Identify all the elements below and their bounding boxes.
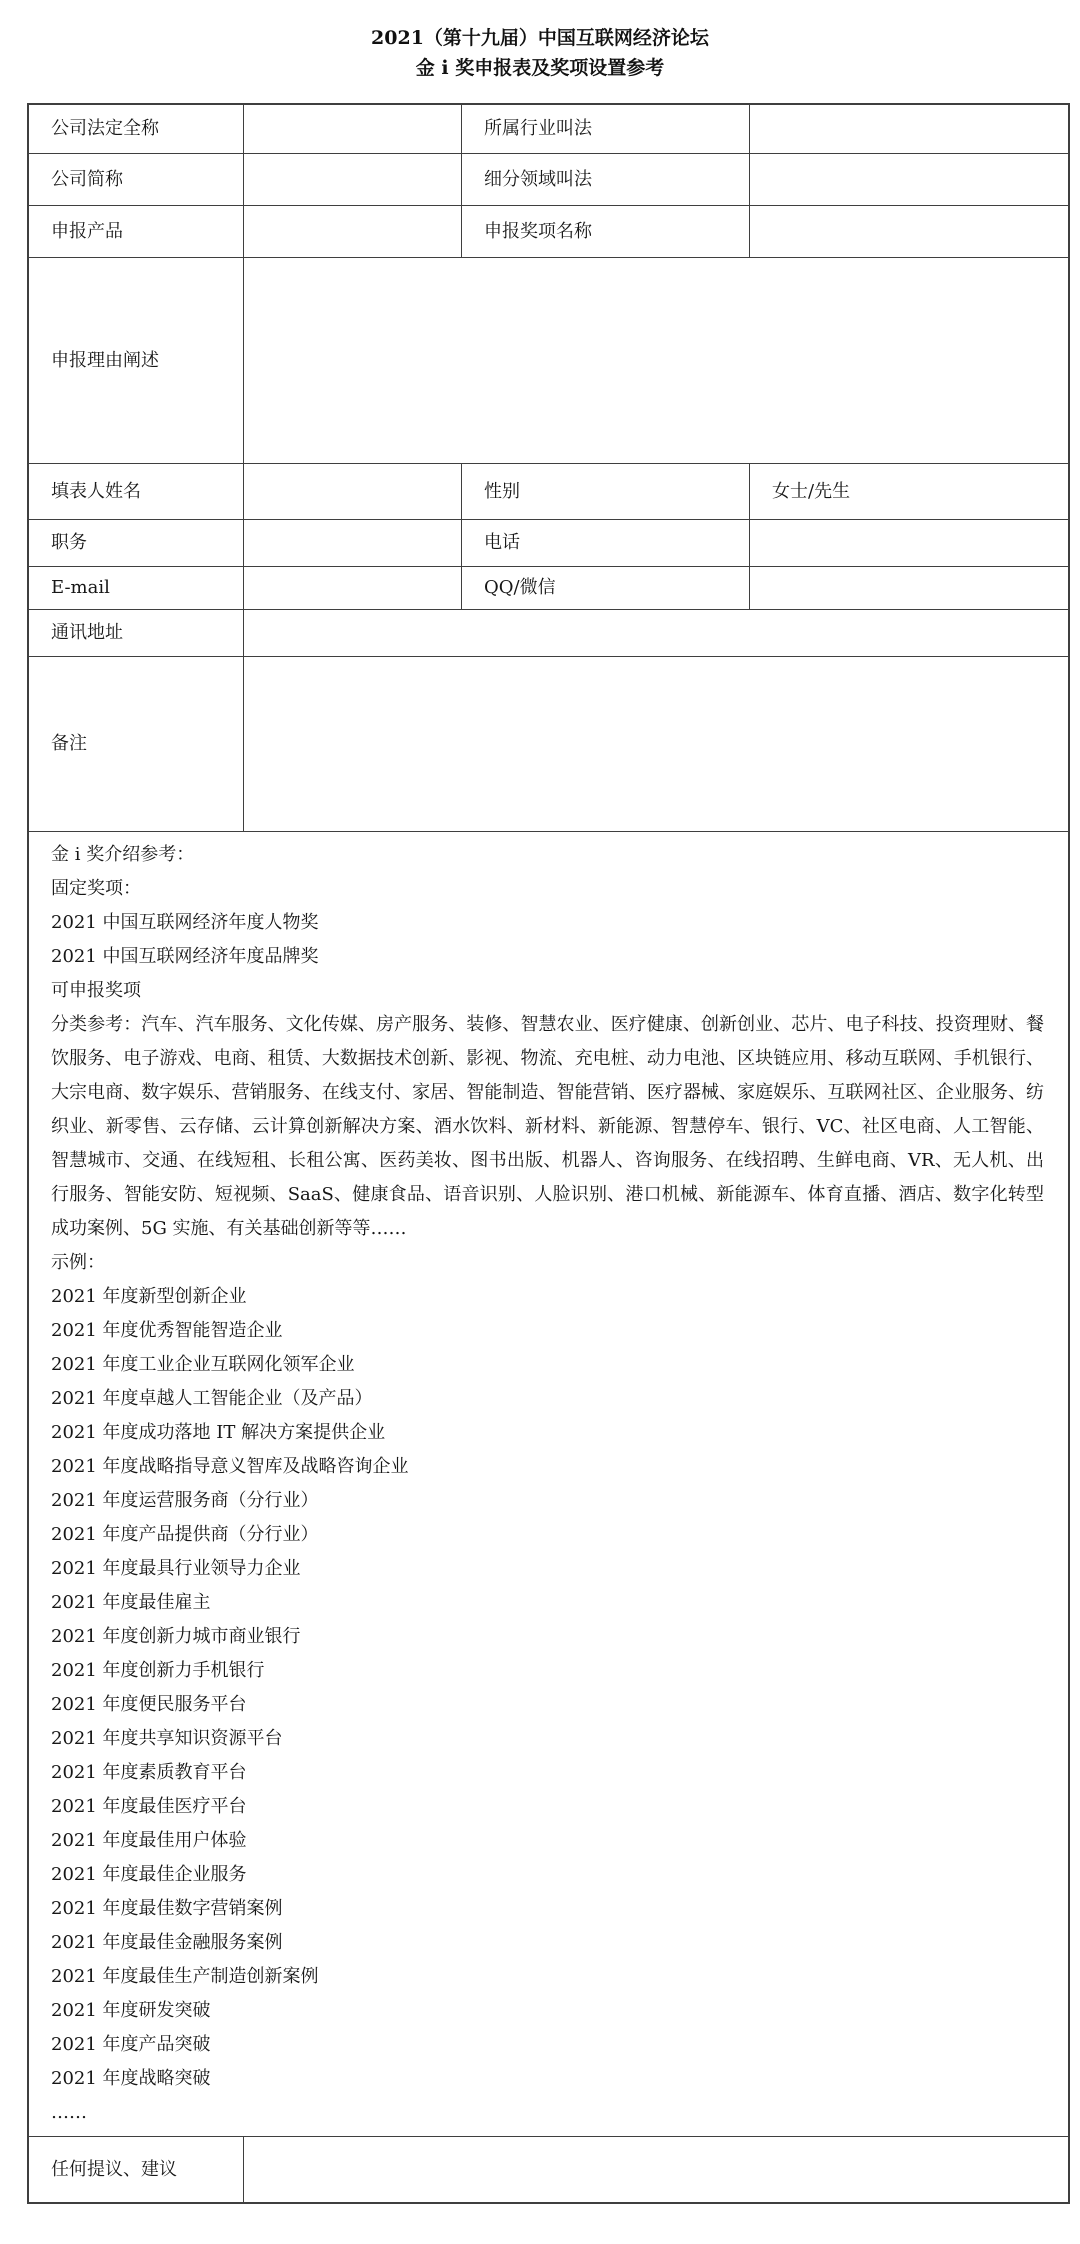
address-field[interactable] (244, 610, 1068, 656)
industry-field[interactable] (750, 105, 1068, 153)
example-award-item: 2021 年度最具行业领导力企业 (51, 1558, 301, 1579)
suggestion-label: 任何提议、建议 (29, 2137, 244, 2202)
table-row (29, 567, 1068, 610)
product-label: 申报产品 (29, 206, 244, 257)
remarks-field[interactable] (244, 657, 1068, 831)
address-label: 通讯地址 (29, 610, 244, 656)
suggestion-field[interactable] (244, 2137, 1068, 2202)
table-row (29, 520, 1068, 567)
example-award-item: 2021 年度产品突破 (51, 2034, 211, 2055)
example-award-item: 2021 年度战略指导意义智库及战略咨询企业 (51, 1456, 409, 1477)
award-name-label: 申报奖项名称 (462, 206, 750, 257)
declarable-awards-heading: 可申报奖项 (51, 980, 141, 1001)
qq-wechat-label: QQ/微信 (462, 567, 750, 609)
example-award-item: 2021 年度优秀智能智造企业 (51, 1320, 283, 1341)
example-award-item: 2021 年度最佳数字营销案例 (51, 1898, 283, 1919)
table-row (29, 105, 1068, 154)
application-form-table (27, 103, 1070, 2204)
gender-field[interactable]: 女士/先生 (772, 480, 851, 502)
subfield-label: 细分领域叫法 (462, 154, 750, 205)
example-award-item: 2021 年度运营服务商（分行业） (51, 1490, 319, 1511)
examples-heading: 示例： (51, 1252, 105, 1273)
reason-label: 申报理由阐述 (29, 258, 244, 463)
example-award-item: 2021 年度产品提供商（分行业） (51, 1524, 319, 1545)
email-field[interactable] (244, 567, 462, 609)
table-row (29, 657, 1068, 832)
example-award-item: 2021 年度研发突破 (51, 2000, 211, 2021)
document-header (0, 23, 1080, 83)
award-intro-section (29, 832, 1068, 2136)
reason-field[interactable] (244, 258, 1068, 463)
example-award-item: 2021 年度创新力城市商业银行 (51, 1626, 301, 1647)
gender-label: 性别 (462, 464, 750, 519)
example-award-item: 2021 年度便民服务平台 (51, 1694, 247, 1715)
example-award-item: 2021 年度最佳金融服务案例 (51, 1932, 283, 1953)
product-field[interactable] (244, 206, 462, 257)
applicant-name-label: 填表人姓名 (29, 464, 244, 519)
table-row (29, 206, 1068, 258)
applicant-name-field[interactable] (244, 464, 462, 519)
example-award-item: 2021 年度共享知识资源平台 (51, 1728, 283, 1749)
example-award-item: 2021 年度创新力手机银行 (51, 1660, 265, 1681)
industry-label: 所属行业叫法 (462, 105, 750, 153)
remarks-label: 备注 (29, 657, 244, 831)
example-award-item: 2021 年度最佳雇主 (51, 1592, 211, 1613)
fixed-awards-heading: 固定奖项： (51, 878, 141, 899)
table-row (29, 154, 1068, 206)
document-title: 2021（第十九届）中国互联网经济论坛 (371, 27, 709, 49)
example-award-item: 2021 年度最佳用户体验 (51, 1830, 247, 1851)
example-award-item: 2021 年度素质教育平台 (51, 1762, 247, 1783)
example-award-item: 2021 年度新型创新企业 (51, 1286, 247, 1307)
qq-wechat-field[interactable] (750, 567, 1068, 609)
award-name-field[interactable] (750, 206, 1068, 257)
example-award-item: 2021 年度最佳企业服务 (51, 1864, 247, 1885)
company-full-name-field[interactable] (244, 105, 462, 153)
phone-label: 电话 (462, 520, 750, 566)
phone-field[interactable] (750, 520, 1068, 566)
table-row (29, 610, 1068, 657)
ellipsis-line: …… (51, 2102, 87, 2123)
example-award-item: 2021 年度工业企业互联网化领军企业 (51, 1354, 355, 1375)
table-row (29, 464, 1068, 520)
company-short-name-field[interactable] (244, 154, 462, 205)
subfield-field[interactable] (750, 154, 1068, 205)
email-label: E-mail (29, 567, 244, 609)
fixed-award-item: 2021 中国互联网经济年度人物奖 (51, 912, 319, 933)
example-award-item: 2021 年度卓越人工智能企业（及产品） (51, 1388, 373, 1409)
position-label: 职务 (29, 520, 244, 566)
table-row (29, 832, 1068, 2137)
position-field[interactable] (244, 520, 462, 566)
example-award-item: 2021 年度最佳医疗平台 (51, 1796, 247, 1817)
example-award-item: 2021 年度成功落地 IT 解决方案提供企业 (51, 1422, 386, 1443)
company-full-name-label: 公司法定全称 (29, 105, 244, 153)
table-row (29, 2137, 1068, 2202)
intro-heading: 金 i 奖介绍参考： (51, 844, 195, 865)
table-row (29, 258, 1068, 464)
example-award-item: 2021 年度最佳生产制造创新案例 (51, 1966, 319, 1987)
fixed-award-item: 2021 中国互联网经济年度品牌奖 (51, 946, 319, 967)
example-award-item: 2021 年度战略突破 (51, 2068, 211, 2089)
category-reference-paragraph: 分类参考：汽车、汽车服务、文化传媒、房产服务、装修、智慧农业、医疗健康、创新创业、芯片、电子科技、投资理财、餐饮服务、电子游戏、电商、租赁、大数据技术创新、影视、物流、充电桩、动力电池、区块链应用、移动互联网、手机银行、大宗电商、数字娱乐、营销服务、在线支付、家居、智能制造、智能营销、医疗器械、家庭娱乐、互联网社区、企业服务、纺织业、新零售、云存储、云计算创新解决方案、酒水饮料、新材料、新能源、智慧停车、银行、VC、社区电商、人工智能、智慧城市、交通、在线短租、长租公寓、医药美妆、图书出版、机器人、咨询服务、在线招聘、生鲜电商、VR、无人机、出行服务、智能安防、短视频、SaaS、健康食品、语音识别、人脸识别、港口机械、新能源车、体育直播、酒店、数字化转型成功案例、5G 实施、有关基础创新等等…… (51, 1014, 1044, 1239)
company-short-name-label: 公司简称 (29, 154, 244, 205)
document-subtitle: 金 i 奖申报表及奖项设置参考 (415, 57, 665, 79)
